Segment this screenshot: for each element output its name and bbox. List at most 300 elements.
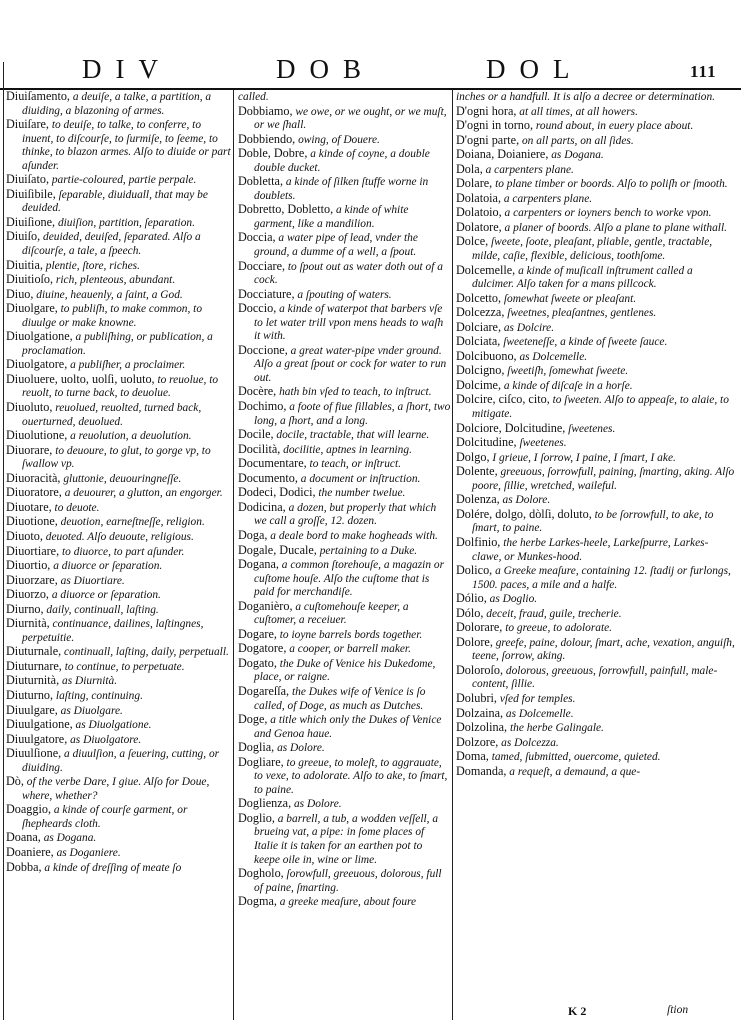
gloss: a kinde of ſilken ſtuffe worne in doublets. [254, 176, 429, 202]
gloss: called. [238, 91, 269, 103]
gloss: greefe, paine, dolour, ſmart, ache, vexation, anguiſh, teene, ſorrow, aking. [472, 636, 735, 663]
dictionary-entry [456, 221, 737, 236]
gloss: a cooper, or barrell maker. [286, 643, 411, 656]
headword: Dolatoia, [456, 190, 502, 205]
headword: Doma, [456, 749, 489, 764]
dictionary-entry [238, 685, 451, 713]
headword: Dodicina, [238, 499, 286, 514]
dictionary-entry [456, 264, 737, 292]
gloss: as Dogana. [548, 149, 604, 162]
dictionary-entry [238, 90, 451, 105]
gloss: a foote of fiue ſillables, a ſhort, two long, a ſhort, and a long. [254, 401, 451, 427]
headword: Doglia, [238, 740, 275, 755]
headword: Doglio, [238, 810, 275, 825]
headword: Docilità, [238, 441, 281, 456]
gloss: a publiſhing, or publication, a proclamation. [22, 331, 213, 357]
gloss: ſweetenes. [565, 422, 616, 435]
headword: Dogana, [238, 557, 279, 572]
gloss: a diuorce or ſeparation. [48, 589, 161, 602]
dictionary-entry [238, 302, 451, 344]
headword: Dolcime, [456, 377, 502, 392]
headword: Doccia, [238, 230, 276, 245]
gloss: a kinde of coyne, a double double ducket. [254, 148, 430, 174]
gloss: ſweeteneſſe, a kinde of ſweete ſauce. [500, 336, 668, 349]
headword: Diuoratore, [6, 485, 62, 500]
gloss: a common ſtorehouſe, a magazin or cuſtome houſe. Alſo the cuſtome that is paid for merchandiſe. [254, 559, 445, 599]
gloss: a water pipe of lead, vnder the ground, a dumme of a well, a ſpout. [254, 232, 418, 259]
gloss: we owe, or we ought, or we muſt, or we ſhall. [254, 105, 447, 132]
dictionary-entry [6, 373, 231, 401]
headword: Dogale, Ducale, [238, 542, 317, 557]
dictionary-entry [238, 895, 451, 910]
dictionary-entry [456, 508, 737, 536]
dictionary-entry [456, 607, 737, 622]
dictionary-entry [456, 621, 737, 636]
gloss: docilitie, aptnes in learning. [280, 443, 412, 456]
gloss: a carpenters plane. [482, 163, 574, 176]
headword: Dolciare, [456, 319, 502, 334]
gloss: at all times, at all howers. [516, 105, 638, 118]
headword: Diuiſione, [6, 214, 56, 229]
gloss: to ſweeten. Alſo to appeaſe, to alaie, to mitigate. [472, 394, 729, 421]
dictionary-entry [238, 501, 451, 529]
gloss: to diuorce, to part aſunder. [59, 545, 185, 558]
running-head [0, 54, 741, 88]
dictionary-entry [6, 444, 231, 472]
dictionary-entry [238, 203, 451, 231]
headword: Dolubri, [456, 690, 497, 705]
dictionary-entry [238, 175, 451, 203]
headword: Diuitia, [6, 257, 43, 272]
dictionary-entry [6, 259, 231, 274]
headword: Doaniere, [6, 844, 54, 859]
gloss: a greeke meaſure, about foure [276, 896, 417, 909]
gloss: laſting, continuing. [53, 689, 143, 702]
page-border-left [3, 62, 4, 1020]
dictionary-entry [456, 235, 737, 263]
headword: D'ogni parte, [456, 132, 520, 147]
gloss: as Dolore. [499, 494, 551, 507]
dictionary-entry [456, 306, 737, 321]
gloss: partie-coloured, partie perpale. [49, 174, 197, 187]
headword: Diuturno, [6, 687, 54, 702]
gloss: greeuous, ſorrowfull, paining, ſmarting, aking. Alſo poore, ſillie, wretched, waileful. [472, 466, 735, 492]
headword: Documento, [238, 470, 298, 485]
gloss: a kinde of waterpot that barbers vſe to let water trill vpon mens heads to waſh it with. [254, 303, 444, 343]
gloss: continuance, dailines, laſtingnes, perpetuitie. [22, 618, 204, 644]
dictionary-entry [238, 486, 451, 501]
headword: Dolenza, [456, 492, 500, 507]
gloss: the Dukes wife of Venice is ſo called, of Doge, as much as Dutches. [254, 685, 426, 712]
gloss: as Dolcezza. [498, 736, 559, 749]
dictionary-entry [6, 660, 231, 675]
headword: Dolatore, [456, 219, 502, 234]
headword: Dolore, [456, 634, 493, 649]
gloss: to publiſh, to make common, to diuulge or make knowne. [22, 303, 203, 329]
headword: Dolare, [456, 176, 493, 191]
gloss: continuall, laſting, daily, perpetuall. [61, 646, 229, 659]
column-divider-left [233, 90, 234, 1020]
gloss: as Doglio. [486, 593, 538, 606]
gloss: a kinde of diſcaſe in a horſe. [501, 379, 633, 392]
dictionary-entry [6, 273, 231, 288]
headword: Diuotione, [6, 514, 58, 529]
gloss: I grieue, I ſorrow, I paine, I ſmart, I ake. [489, 451, 676, 464]
headword: Dolcire, ciſco, cito, [456, 392, 550, 407]
dictionary-column-1 [6, 90, 231, 1018]
dictionary-entry [238, 147, 451, 175]
dictionary-entry [456, 321, 737, 336]
dictionary-entry [238, 344, 451, 386]
dictionary-entry [6, 645, 231, 660]
headword: Doglienza, [238, 796, 292, 811]
gloss: the herbe Galingale. [507, 722, 604, 735]
dictionary-entry [238, 713, 451, 741]
headword: Doana, [6, 830, 41, 845]
gloss: a deale bord to make hogheads with. [267, 529, 438, 542]
dictionary-entry [456, 134, 737, 149]
dictionary-entry [6, 674, 231, 689]
gloss: to ſpout out as water doth out of a cock. [254, 260, 443, 287]
gloss: ſweete, ſoote, pleaſant, pliable, gentle, tractable, milde, caſie, flexible, delicious, toothſome. [472, 236, 713, 263]
gloss: the number twelue. [315, 487, 406, 500]
gloss: docile, tractable, that will learne. [273, 429, 430, 442]
headword: Diuturnità, [6, 673, 60, 688]
gloss: to greeue, to adolorate. [502, 622, 613, 635]
headword: Doganièro, [238, 598, 293, 613]
gloss: a kinde of courſe garment, or ſhepheards cloth. [22, 804, 188, 830]
headword: Doga, [238, 527, 268, 542]
gloss: owing, of Douere. [295, 133, 380, 146]
headword: Doloroſo, [456, 662, 504, 677]
dictionary-entry [6, 429, 231, 444]
headword: Dólo, [456, 605, 484, 620]
headword: Documentare, [238, 456, 307, 471]
headword: Diuturnale, [6, 644, 62, 659]
headword: Dolico, [456, 563, 493, 578]
headword: Docile, [238, 427, 274, 442]
gloss: to deuote. [51, 501, 100, 514]
dictionary-entry [456, 364, 737, 379]
headword: Domanda, [456, 763, 507, 778]
gloss: as Dolcire. [501, 321, 555, 334]
dictionary-entry [456, 664, 737, 692]
headword: Dola, [456, 161, 483, 176]
dictionary-entry [238, 231, 451, 259]
dictionary-entry [456, 736, 737, 751]
dictionary-entry [456, 493, 737, 508]
dictionary-entry [456, 350, 737, 365]
gloss: a ſpouting of waters. [294, 288, 392, 301]
gloss: ſorowfull, greeuous, dolorous, full of paine, ſmarting. [254, 868, 442, 894]
dictionary-entry [238, 443, 451, 458]
headword: Doccione, [238, 342, 288, 357]
running-head-right: DOL [486, 54, 584, 84]
headword: Dogato, [238, 655, 277, 670]
headword: Diuolgatione, [6, 329, 73, 344]
gloss: a cuſtomehouſe keeper, a cuſtomer, a receiuer. [254, 600, 409, 627]
dictionary-entry [6, 574, 231, 589]
headword: Diuulgatore, [6, 731, 68, 746]
dictionary-entry [456, 692, 737, 707]
headword: Dolzaina, [456, 705, 504, 720]
dictionary-entry [238, 867, 451, 895]
gloss: deceit, fraud, guile, trecherie. [483, 607, 622, 620]
gloss: tamed, ſubmitted, ouercome, quieted. [488, 751, 661, 764]
dictionary-entry [456, 192, 737, 207]
headword: Diuolutione, [6, 428, 68, 443]
headword: Dogareſſa, [238, 683, 290, 698]
dictionary-entry [6, 718, 231, 733]
dictionary-entry [456, 436, 737, 451]
dictionary-entry [6, 401, 231, 429]
dictionary-entry [6, 501, 231, 516]
gloss: inches or a handfull. It is alſo a decree or determination. [456, 91, 715, 103]
headword: Diuolgatore, [6, 357, 68, 372]
dictionary-entry [6, 330, 231, 358]
dictionary-entry [456, 721, 737, 736]
gloss: as Dolore. [291, 798, 342, 811]
dictionary-entry [6, 216, 231, 231]
gloss: a deuourer, a glutton, an engorger. [61, 487, 223, 500]
gloss: of the verbe Dare, I giue. Alſo for Doue, where, whether? [22, 776, 210, 802]
dictionary-entry [456, 592, 737, 607]
gloss: a planer of boords. Alſo a plane to plane withall. [501, 221, 727, 234]
dictionary-entry [238, 105, 451, 133]
headword: Diuiſare, [6, 117, 49, 132]
headword: Doaggio, [6, 802, 52, 817]
dictionary-entry [238, 797, 451, 812]
headword: Dò, [6, 774, 24, 789]
gloss: a requeſt, a demaund, a que- [506, 765, 641, 778]
gloss: to continue, to perpetuate. [61, 660, 185, 673]
headword: Dobba, [6, 859, 42, 874]
headword: Doccio, [238, 301, 277, 316]
gloss: pertaining to a Duke. [316, 544, 418, 557]
dictionary-entry [456, 636, 737, 664]
dictionary-entry [238, 544, 451, 559]
headword: Dolciore, Dolcitudine, [456, 420, 566, 435]
dictionary-entry [456, 177, 737, 192]
dictionary-entry [456, 451, 737, 466]
dictionary-entry [238, 628, 451, 643]
gloss: round about, in euery place about. [533, 120, 694, 133]
headword: Dolcetto, [456, 290, 502, 305]
running-head-left: DIV [82, 54, 172, 84]
dictionary-entry [6, 486, 231, 501]
gloss: as Dogana. [40, 832, 97, 845]
dictionary-entry [238, 741, 451, 756]
gloss: as Dolcemelle. [503, 707, 574, 720]
dictionary-entry [6, 617, 231, 645]
gloss: as Dolcemelle. [516, 350, 588, 363]
gloss: a diuulſion, a ſeuering, cutting, or diuiding. [22, 748, 220, 774]
gloss: as Diurnità. [59, 675, 118, 688]
dictionary-entry [6, 689, 231, 704]
dictionary-entry [238, 529, 451, 544]
headword: Dólio, [456, 591, 487, 606]
gloss: as Dolore. [274, 742, 325, 755]
gloss: reuolued, reuolted, turned back, ouerturned, deuolued. [22, 402, 202, 428]
gloss: plentie, ſtore, riches. [42, 259, 140, 272]
headword: Docère, [238, 384, 277, 399]
headword: Diuulgatione, [6, 717, 73, 732]
headword: Diuorzare, [6, 572, 58, 587]
gloss: gluttonie, deuouringneſſe. [60, 472, 182, 485]
dictionary-entry [456, 564, 737, 592]
dictionary-entry [456, 105, 737, 120]
dictionary-entry [456, 206, 737, 221]
gloss: the Duke of Venice his Dukedome, place, or raigne. [254, 657, 436, 684]
dictionary-entry [6, 704, 231, 719]
dictionary-entry [238, 133, 451, 148]
dictionary-entry [6, 775, 231, 803]
gloss: deuotion, earneſtneſſe, religion. [57, 516, 205, 529]
gloss: to be ſorrowfull, to ake, to ſmart, to paine. [472, 508, 714, 535]
dictionary-entry [456, 750, 737, 765]
gloss: to ioyne barrels bords together. [276, 628, 423, 641]
dictionary-entry [6, 358, 231, 373]
dictionary-entry [238, 260, 451, 288]
dictionary-entry [6, 603, 231, 618]
headword: Dolcemelle, [456, 262, 516, 277]
headword: Dolorare, [456, 620, 503, 635]
gloss: a title which only the Dukes of Venice and Genoa haue. [254, 714, 442, 740]
headword: Diuiſato, [6, 172, 49, 187]
dictionary-entry [238, 558, 451, 600]
gloss: a diuorce or ſeparation. [50, 560, 163, 573]
dictionary-entry [456, 292, 737, 307]
gloss: a kinde of white garment, like a mandilion. [254, 204, 409, 230]
dictionary-entry [238, 385, 451, 400]
headword: Dolcigno, [456, 363, 505, 378]
gloss: rich, plenteous, abundant. [53, 274, 176, 287]
gloss: hath bin vſed to teach, to inſtruct. [276, 386, 432, 399]
dictionary-entry [6, 747, 231, 775]
headword: Diuitioſo, [6, 272, 54, 287]
headword: D'ogni in torno, [456, 118, 534, 133]
gloss: a deuiſe, a talke, a partition, a diuiding, a blazoning of armes. [22, 91, 212, 117]
headword: Dobretto, Dobletto, [238, 202, 334, 217]
dictionary-entry [6, 118, 231, 173]
dictionary-entry [456, 148, 737, 163]
headword: Diuoto, [6, 528, 43, 543]
dictionary-entry [456, 465, 737, 493]
headword: Diuiſo, [6, 229, 41, 244]
dictionary-entry [238, 428, 451, 443]
headword: Diuorzo, [6, 587, 49, 602]
gloss: the herbe Larkes-heele, Larkeſpurre, Larkes-clawe, or Munkes-hood. [472, 536, 709, 563]
gloss: daily, continuall, laſting. [43, 603, 159, 616]
dictionary-entry [6, 302, 231, 330]
headword: Diuiſamento, [6, 90, 70, 103]
headword: Dogma, [238, 894, 277, 909]
dictionary-entry [6, 559, 231, 574]
gloss: deuided, deuiſed, ſeparated. Alſo a diſcourſe, a tale, a ſpeech. [22, 231, 201, 258]
headword: Doge, [238, 712, 268, 727]
gloss: as Diuolgatore. [67, 733, 142, 746]
gloss: ſeparable, diuiduall, that may be deuided. [22, 188, 208, 215]
dictionary-entry [6, 515, 231, 530]
headword: Diuortiare, [6, 543, 60, 558]
dictionary-entry [6, 90, 231, 118]
headword: Diuoluto, [6, 400, 53, 415]
gloss: a kinde of dreſſing of meate ſo [41, 861, 182, 874]
headword: Dolcezza, [456, 305, 505, 320]
dictionary-column-3 [456, 90, 737, 1018]
headword: Dogliare, [238, 754, 284, 769]
gloss: a kinde of muſicall inſtrument called a dulcimer. Alſo taken for a mans pillcock. [472, 264, 693, 291]
gloss: to greeue, to moleſt, to aggrauate, to vexe, to adolorate. Alſo to ake, to ſmart, to paine. [254, 756, 448, 796]
headword: Dogholo, [238, 866, 284, 881]
gloss: to deuiſe, to talke, to conferre, to inuent, to diſcourſe, to ſurmiſe, to ſeeme, to thinke, to blazon armes. Alſo to diuide or part aſunder. [22, 119, 231, 172]
headword: Diuoracità, [6, 470, 61, 485]
gloss: ſweetiſh, ſomewhat ſweete. [504, 365, 629, 378]
gloss: to plane timber or boords. Alſo to poliſh or ſmooth. [492, 178, 728, 191]
headword: Dolente, [456, 464, 498, 479]
dictionary-column-2 [238, 90, 451, 1018]
headword: Dobletta, [238, 174, 284, 189]
headword: Diuulgare, [6, 702, 58, 717]
headword: Dobbiendo, [238, 131, 296, 146]
catchword: ſtion [667, 1004, 689, 1016]
headword: Dolcitudine, [456, 435, 517, 450]
headword: Diuoluere, uolto, uolſi, uoluto, [6, 371, 155, 386]
headword: Dolcibuono, [456, 348, 517, 363]
gloss: diuiſion, partition, ſeparation. [55, 216, 195, 229]
dictionary-entry [456, 119, 737, 134]
headword: Dolce, [456, 234, 489, 249]
dictionary-entry [6, 846, 231, 861]
gloss: a great water-pipe vnder ground. Alſo a great ſpout or cock for water to run out. [254, 344, 447, 384]
dictionary-entry [6, 530, 231, 545]
gloss: diuine, heauenly, a ſaint, a God. [33, 288, 183, 301]
dictionary-entry [456, 393, 737, 421]
headword: Dolciata, [456, 334, 501, 349]
page-number: 111 [690, 62, 717, 81]
running-head-center: DOB [276, 54, 376, 84]
headword: Dolzore, [456, 734, 499, 749]
headword: Dolére, dolgo, dòlſi, doluto, [456, 506, 592, 521]
headword: Diuiſibile, [6, 186, 56, 201]
headword: Diuolgare, [6, 301, 58, 316]
headword: Diuo, [6, 286, 34, 301]
gloss: a publiſher, a proclaimer. [67, 359, 186, 372]
dictionary-entry [6, 588, 231, 603]
dictionary-entry [238, 657, 451, 685]
gloss: ſomewhat ſweete or pleaſant. [501, 292, 637, 305]
gloss: a barrell, a tub, a wodden veſſell, a brueing vat, a pipe: in ſome places of Italie it is taken for an earthen pot to keepe oile in, wine or lime. [254, 812, 439, 866]
gloss: vſed for temples. [496, 692, 576, 705]
dictionary-entry [238, 600, 451, 628]
headword: Diuortio, [6, 558, 51, 573]
dictionary-entry [6, 831, 231, 846]
gloss: on all parts, on all ſides. [519, 134, 634, 147]
gloss: ſweetenes. [516, 437, 567, 450]
headword: Dolzolina, [456, 720, 508, 735]
gloss: a reuolution, a deuolution. [67, 430, 192, 443]
dictionary-entry [456, 422, 737, 437]
headword: Diuturnare, [6, 658, 62, 673]
headword: Diurno, [6, 601, 44, 616]
dictionary-entry [238, 457, 451, 472]
headword: Dolfinio, [456, 534, 501, 549]
headword: Doble, Dobre, [238, 146, 308, 161]
gloss: as Diuolgatione. [72, 719, 152, 732]
dictionary-entry [238, 400, 451, 428]
dictionary-entry [456, 379, 737, 394]
headword: Dochimo, [238, 399, 287, 414]
